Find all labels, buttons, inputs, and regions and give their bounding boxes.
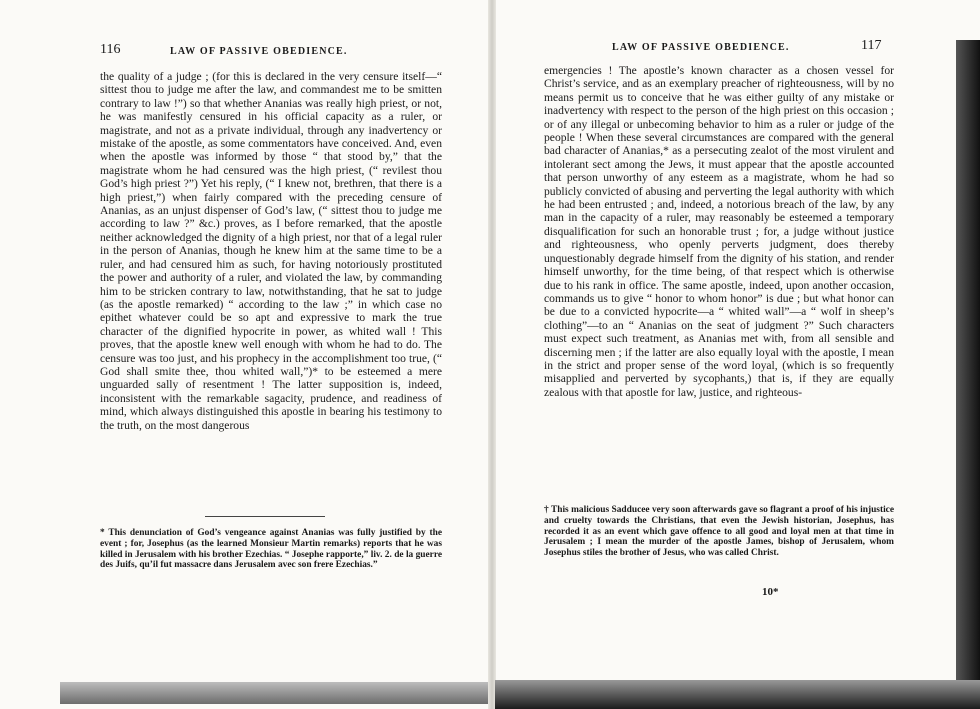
right-footnote <box>544 505 894 559</box>
right-page-number: 117 <box>861 38 882 53</box>
right-body-text <box>544 64 894 399</box>
left-body-paragraph: the quality of a judge ; (for this is declared in the very censure itself—“ sittest thou to judge me after the law, and commandest me to be smitten contrary to law !”) so that whether Ananias was really high priest, or not, he was manifestly censured in his official capacity as a ruler, or magistrate, and not as a private individual, through any inadvertency or mistake of the apostle, as some commentators have conceived. And, even when the apostle was informed by those “ that stood by,” that the magistrate whom he had censured was the high priest, (“ revilest thou God’s high priest ?”) Yet his reply, (“ I knew not, brethren, that there is a high priest,”) when fairly compared with the preceding censure of Ananias, as an unjust dispenser of God’s law, (“ sittest thou to judge me according to law ?” &c.) proves, as I before remarked, that the apostle neither acknowledged the dignity of a high priest, nor that of a legal ruler in the person of Ananias, though he knew him at the same time to be a ruler, and had censured him as such, for having notoriously prostituted the power and authority of a ruler, and violated the law, by commanding him to be stricken contrary to law, notwithstanding, that he sat to judge (as the apostle remarked) “ according to the law ;” in which case no epithet whatever could be so apt and expressive to mark the true character of the dignified hypocrite in power, as whited wall ! This proves, that the apostle knew well enough with whom he had to do. The censure was too just, and his prophecy in the accomplishment too true, (“ God shall smite thee, thou whited wall,”)* to be esteemed a mere unguarded sally of resentment ! The latter supposition is, indeed, inconsistent with the remarkable sagacity, prudence, and readiness of mind, which always distinguished this apostle in bearing his testimony to the truth, on the most dangerous <box>100 70 442 432</box>
left-footnote-rule <box>205 516 325 517</box>
right-running-head: LAW OF PASSIVE OBEDIENCE. <box>612 42 790 53</box>
right-bottom-shadow <box>495 680 980 709</box>
left-footnote-text: * This denunciation of God’s vengeance against Ananias was fully justified by the event ; for, Josephus (as the learned Monsieur Martin remarks) reports that he was killed in Jerusalem with his brother Ezechias. “ Josephe rapporte,” liv. 2. de la guerre des Juifs, qu’il fut massacre dans Jerusalem avec son frere Ezechias.” <box>100 528 442 571</box>
page-edge-shadow <box>956 40 980 680</box>
left-body-text <box>100 70 442 432</box>
book-gutter <box>488 0 496 709</box>
left-footnote <box>100 528 442 571</box>
left-page-number: 116 <box>100 42 121 57</box>
signature-mark: 10* <box>762 586 779 598</box>
right-footnote-text: † This malicious Sadducee very soon afterwards gave so flagrant a proof of his injustice and cruelty towards the Christians, that even the Jewish historian, Josephus, has recorded it as an event which gave offence to all good and loyal men at that time in Jerusalem ; I mean the murder of the apostle James, bishop of Jerusalem, whom Josephus stiles the brother of Jesus, who was called Christ. <box>544 505 894 559</box>
right-page <box>492 0 980 709</box>
left-running-head: LAW OF PASSIVE OBEDIENCE. <box>170 46 348 57</box>
left-bottom-shadow <box>60 682 488 704</box>
right-body-paragraph: emergencies ! The apostle’s known character as a chosen vessel for Christ’s service, and as an exemplary preacher of righteousness, will by no means permit us to conceive that he was either guilty of any mistake or inadvertency with respect to the person of the high priest on this occasion ; or of any illegal or unbecoming behavior to him as a ruler or judge of the people ! When these several circumstances are compared with the general bad character of Ananias,* as a persecuting zealot of the most virulent and intolerant sect among the Jews, it must appear that the apostle accounted that person unworthy of any esteem as a magistrate, whom he had so publicly convicted of abusing and perverting the legal authority with which he had been entrusted ; and, indeed, a notorious breach of the law, by any man in the capacity of a ruler, may reasonably be esteemed a temporary disqualification for such an honorable trust ; for, a judge without justice and righteousness, who openly perverts judgment, does thereby unquestionably degrade himself from the dignity of his station, and render himself unworthy, for the time being, of that respect which is otherwise due to his rank in office. The same apostle, indeed, upon another occasion, commands us to give “ honor to whom honor” is due ; but what honor can be due to a convicted hypocrite—a “ whited wall”—a “ wolf in sheep’s clothing”—to an “ Ananias on the seat of judgment ?” Such characters must expect such treatment, as Ananias met with, from all sensible and discerning men ; if the latter are also equally loyal with the apostle, I mean in the strict and proper sense of the word loyal, (which is so frequently misapplied and perverted by sycophants,) that is, if they are equally zealous with that apostle for law, justice, and righteous- <box>544 64 894 399</box>
